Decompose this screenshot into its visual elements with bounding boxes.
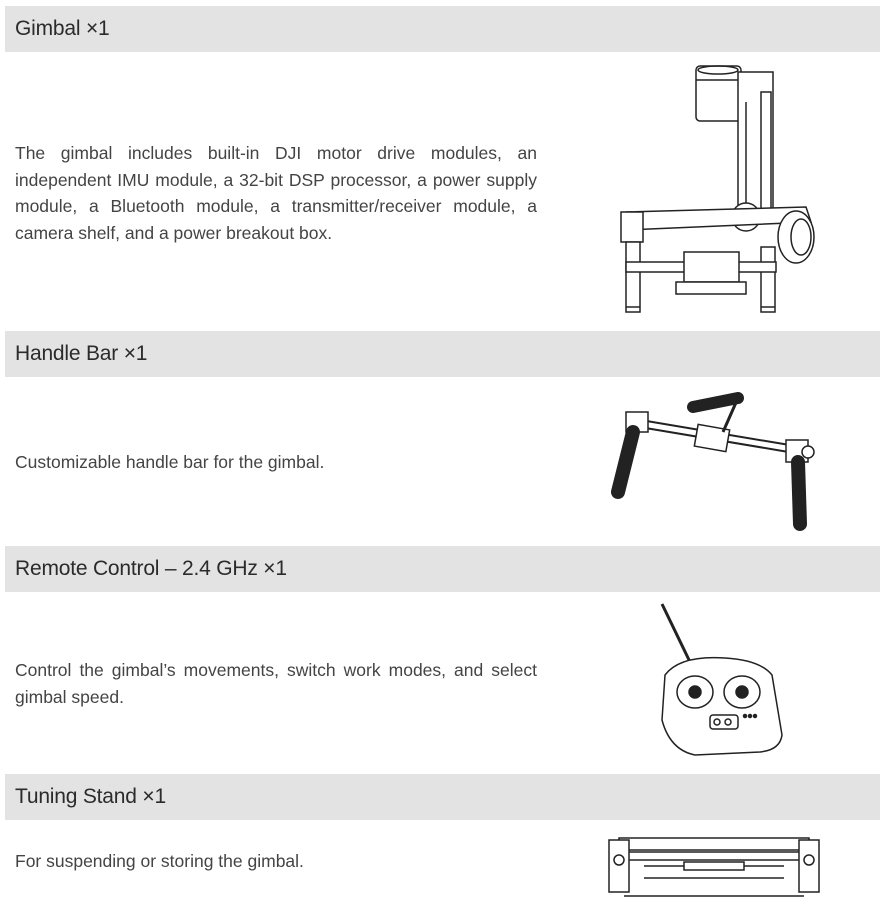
section-title-gimbal: Gimbal ×1: [15, 17, 110, 40]
section-header-tuning-stand: [5, 774, 880, 820]
section-description-handle-bar: Customizable handle bar for the gimbal.: [15, 452, 325, 472]
section-description-gimbal: The gimbal includes built-in DJI motor drive modules, an independent IMU module, a 32-bit DSP processor, a power supply module, a Bluetooth module, a transmitter/receiver module, a camera shelf, and a power breakout box.: [15, 143, 537, 243]
remote-control-illustration: [650, 600, 790, 760]
section-header-gimbal: [5, 6, 880, 52]
handle-bar-illustration: [608, 392, 818, 532]
section-title-handle-bar: Handle Bar ×1: [15, 342, 148, 365]
section-header-handle-bar: [5, 331, 880, 377]
section-description-remote-control: Control the gimbal’s movements, switch work modes, and select gimbal speed.: [15, 660, 537, 707]
section-header-remote-control: [5, 546, 880, 592]
tuning-stand-illustration: [604, 830, 824, 902]
section-title-tuning-stand: Tuning Stand ×1: [15, 785, 166, 808]
section-title-remote-control: Remote Control – 2.4 GHz ×1: [15, 557, 287, 580]
section-description-tuning-stand: For suspending or storing the gimbal.: [15, 851, 304, 871]
gimbal-illustration: [606, 62, 826, 317]
